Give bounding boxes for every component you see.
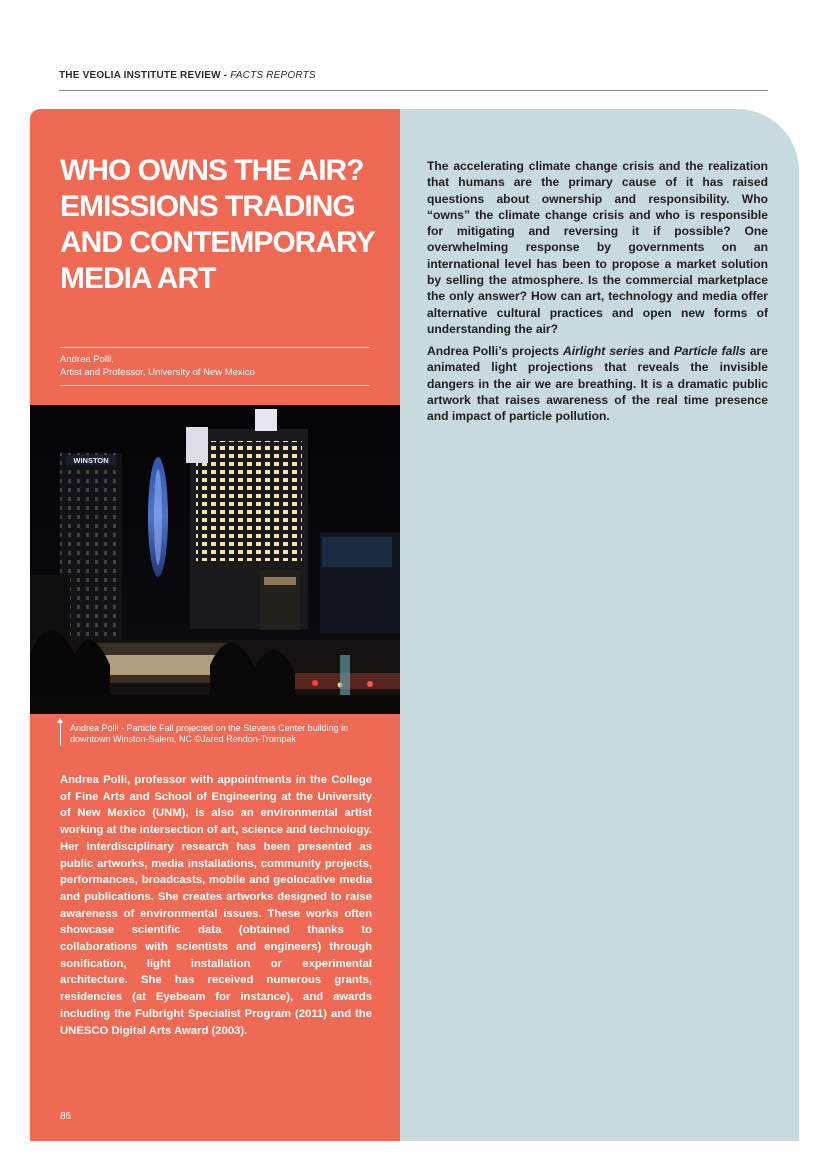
photo-caption: Andrea Polli - Particle Fall projected on the Stevens Center building in downtown Winston-Salem, NC ©Jared Rendon-Trompak [70, 723, 349, 744]
night-city-photo [30, 405, 400, 714]
page-number: 86 [60, 1111, 72, 1122]
section-name: FACTS REPORTS [230, 70, 316, 81]
intro-paragraph: The accelerating climate change crisis and the realization that humans are the primary cause of it has raised questions about ownership and responsibility. Who “owns” the climate change crisis and who is responsible for mitigating and reversing it if possible? One overwhelming response by governments on an international level has been to propose a market solution by selling the atmosphere. Is the commercial marketplace the only answer? How can art, technology and media offer alternative cultural practices and open new forms of understanding the air? [427, 159, 768, 336]
work-title-airlight: Airlight series [562, 344, 645, 358]
author-bio: Andrea Polli, professor with appointments in the College of Fine Arts and School of Engineering at the University of New Mexico (UNM), is also an environmental artist working at the intersection of art, science and technology. Her interdisciplinary research has been presented as public artworks, media installations, community projects, performances, broadcasts, mobile and geolocative media and publications. She creates artworks designed to raise awareness of environmental issues. These works often showcase scientific data (obtained thanks to collaborations with scientists and engineers) through sonification, light installation or experimental architecture. She has received numerous grants, residencies (at Eyebeam for instance), and awards including the Fulbright Specialist Program (2011) and the UNESCO Digital Arts Award (2003). [60, 774, 372, 1037]
caption-marker [60, 721, 61, 746]
header-separator: - [220, 70, 231, 81]
building-sign: WINSTON [73, 456, 109, 465]
header-rule [59, 90, 768, 91]
author-role: Artist and Professor, University of New Mexico [60, 367, 255, 378]
running-header [59, 70, 316, 81]
projects-joiner: and [644, 344, 674, 358]
title-divider [60, 347, 370, 348]
projects-paragraph [427, 343, 768, 424]
work-title-particle-falls: Particle falls [673, 344, 746, 358]
author-divider [60, 385, 370, 386]
projects-rest: are animated light projections that reveals the invisible dangers in the air we are breathing. It is a dramatic public artwork that raises awareness of the real time presence and impact of particle pollution. [427, 344, 768, 424]
author-name: Andrea Polli, [60, 354, 114, 365]
article-title: WHO OWNS THE AIR? EMISSIONS TRADING AND CONTEMPORARY MEDIA ART [60, 154, 375, 295]
article-photo [30, 405, 400, 714]
projects-lead: Andrea Polli’s projects [427, 344, 563, 358]
publication-name: THE VEOLIA INSTITUTE REVIEW [59, 70, 221, 81]
